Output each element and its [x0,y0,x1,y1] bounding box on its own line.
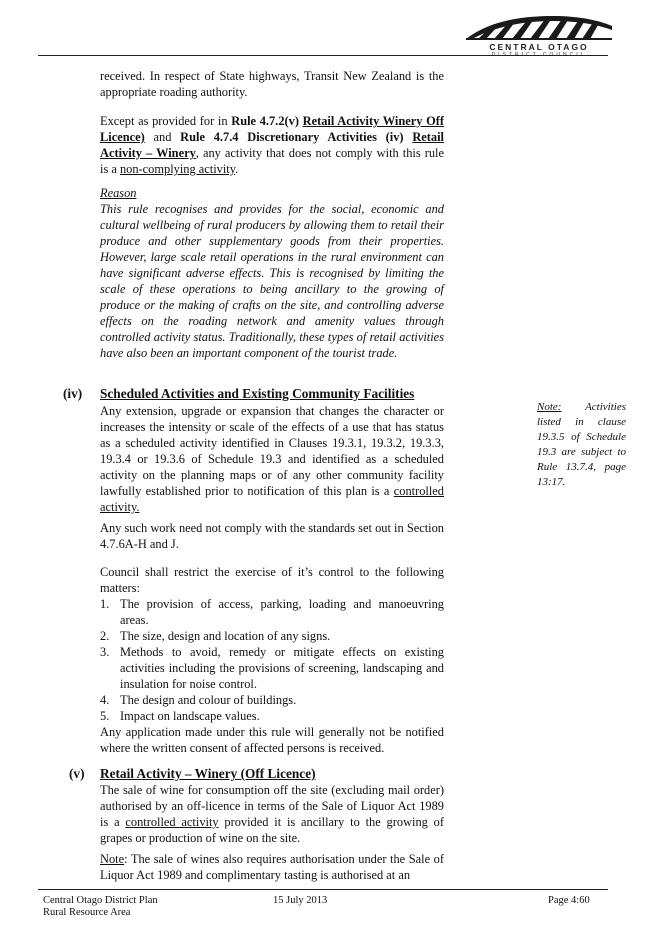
non-complying-activity-link[interactable]: non-complying activity [119,162,236,176]
list-number: 1. [100,597,110,611]
section-iv-p2-text: Any such work need not comply with the standards set out in Section 4.7.6A-H and J. [100,521,444,551]
section-iv-p4-text: Any application made under this rule will generally not be notified where the written consent of affected persons is received. [100,725,444,755]
margin-note-text: Activities listed in clause 19.3.5 of Schedule 19.3 are subject to Rule 13.7.4, page 13:17. [537,401,626,488]
rule-ref-retail-activity-winery-link[interactable]: Retail Activity – Winery [100,130,444,160]
header-rule [38,55,608,56]
rule-ref-474iv: Rule 4.7.4 Discretionary Activities (iv) [180,130,413,144]
list-item [100,596,444,628]
list-text: The provision of access, parking, loading and manoeuvring areas. [120,597,444,627]
section-v-p2-text: : The sale of wines also requires authorisation under the Sale of Liquor Act 1989 and complimentary tasting is authorised at an [100,852,444,882]
matters-list [100,596,444,724]
margin-note-label: Note: [537,401,562,413]
intro-paragraph-1 [100,68,444,100]
controlled-activity-link[interactable]: controlled activity. [100,484,444,514]
list-item [100,708,444,724]
list-number: 2. [100,629,110,643]
list-text: Impact on landscape values. [120,709,260,723]
section-iv-number: (iv) [63,386,83,401]
council-logo [458,12,616,58]
list-item [100,628,444,644]
intro-p2-text: Except as provided for in [100,114,232,128]
list-item [100,644,444,692]
section-iv-p1-text: Any extension, upgrade or expansion that changes the character or increases the intensity or scale of the effects of a use that has status as a scheduled activity identified in Clauses 19.3.1, 19.3.2, 19.3.3, 19.3.4 or 19.3.6 of Schedule 19.3 and identified as a scheduled activity on the planning maps or of any other community facility lawfully established prior to notification of this plan is a [100,404,444,498]
list-number: 3. [100,645,110,659]
note-label: Note [100,852,125,866]
intro-paragraph-2 [100,113,444,177]
section-v-p1-text: The sale of wine for consumption off the site (excluding mail order) authorised by an off-licence in terms of the Sale of Liquor Act 1989 is a [100,783,444,829]
intro-p2-and: and [144,130,181,144]
list-text: The size, design and location of any signs. [120,629,331,643]
margin-note [537,400,626,490]
logo-title: CENTRAL OTAGO [489,42,589,52]
footer-plan-name: Central Otago District Plan [43,895,158,906]
footer-page-number: Page 4:60 [548,895,590,906]
reason-title: Reason [100,186,137,200]
rule-ref-472v: Rule 4.7.2(v) [231,114,303,128]
footer-rule [38,889,608,890]
list-number: 4. [100,693,110,707]
section-v-number: (v) [69,766,85,781]
reason-block [100,185,444,361]
section-v-paragraph-2 [100,851,444,883]
section-iv-paragraph-2 [100,520,444,552]
list-number: 5. [100,709,110,723]
reason-body: This rule recognises and provides for the social, economic and cultural wellbeing of rural producers by allowing them to retail their produce and other supplementary goods from their properties. However, large scale retail operations in the rural environment can have significant adverse effects. This is recognised by limiting the scale of these operations to being ancillary to the growing of produce or the making of crafts on the site, and controlling adverse effects on the roading network and amenity values through controlled activity status. Traditionally, these types of retail activities have also been an important component of the tourist trade. [100,202,444,360]
section-iv-p3-text: Council shall restrict the exercise of it’s control to the following matters: [100,565,444,595]
section-iv-paragraph-3 [100,564,444,756]
mountain-logo-icon [458,12,616,42]
list-text: Methods to avoid, remedy or mitigate effects on existing activities including the provisions of screening, landscaping and insulation for noise control. [120,645,444,691]
footer-date: 15 July 2013 [273,895,328,906]
footer-area-name: Rural Resource Area [43,907,131,918]
logo-subtitle: DISTRICT COUNCIL [491,52,587,58]
section-v-paragraph-1 [100,782,444,846]
controlled-activity-link[interactable]: controlled activity [125,815,219,829]
intro-text-1: received. In respect of State highways, Transit New Zealand is the appropriate roading authority. [100,69,444,99]
section-v-title: Retail Activity – Winery (Off Licence) [100,766,316,781]
section-iv-paragraph-1 [100,403,444,515]
rule-ref-retail-winery-link[interactable]: Retail Activity Winery Off Licence) [100,114,444,144]
section-iv-title: Scheduled Activities and Existing Community Facilities [100,386,415,401]
intro-p2-text-2: , any activity that does not comply with this rule is a [100,146,444,176]
section-v-p1-text-2: provided it is ancillary to the growing of grapes or production of wine on the site. [100,815,444,845]
list-item [100,692,444,708]
list-text: The design and colour of buildings. [120,693,297,707]
footer-left [43,895,158,919]
intro-p2-period: . [235,162,239,176]
